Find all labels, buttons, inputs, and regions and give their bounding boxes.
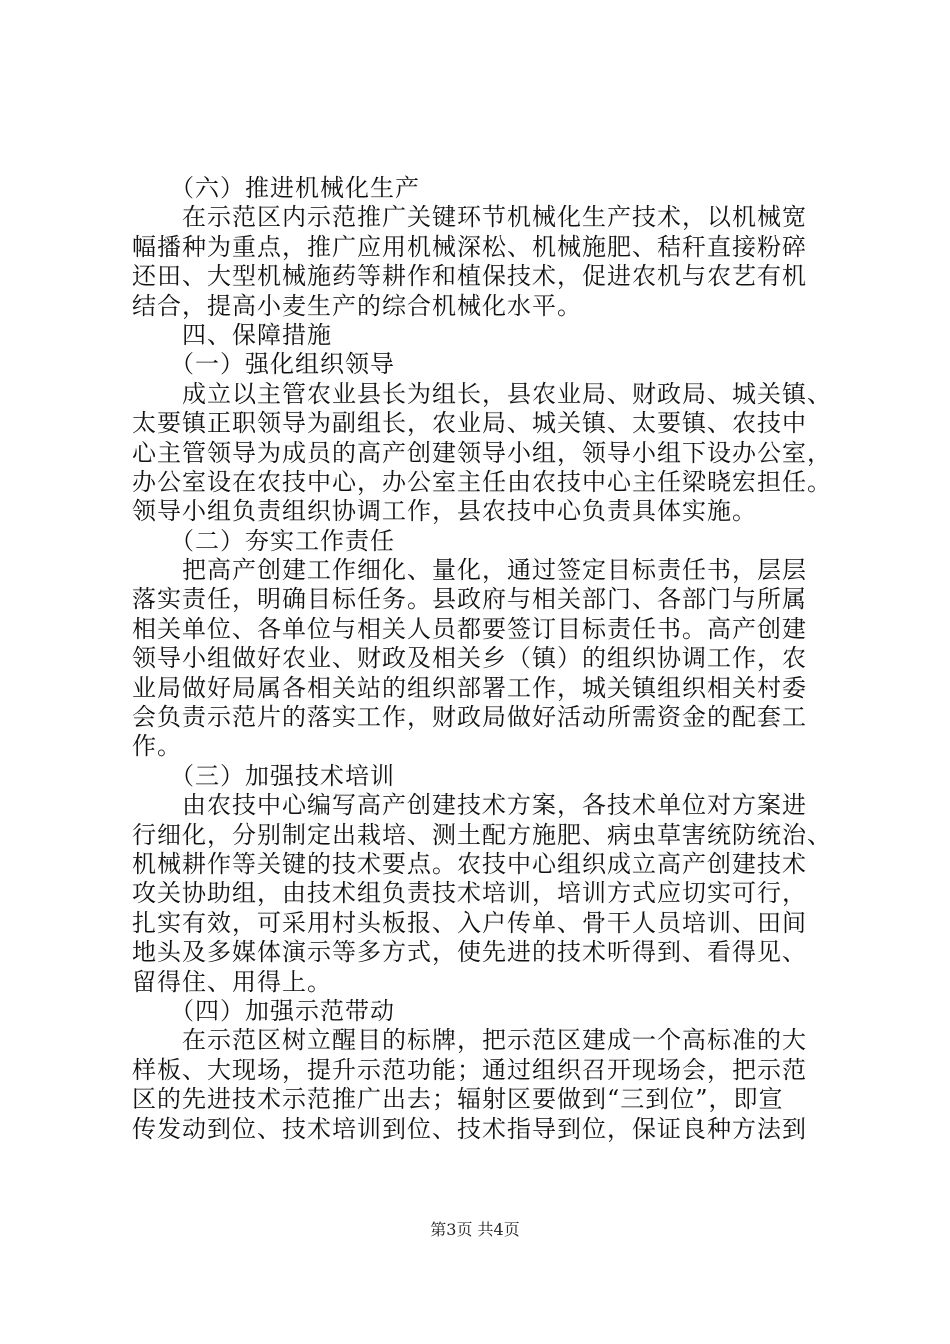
text-line: 攻关协助组，由技术组负责技术培训，培训方式应切实可行， <box>132 879 807 908</box>
text-line: 太要镇正职领导为副组长，农业局、城关镇、太要镇、农技中 <box>132 409 807 438</box>
text-line: 在示范区树立醒目的标牌，把示范区建成一个高标准的大 <box>132 1026 807 1055</box>
text-line: 机械耕作等关键的技术要点。农技中心组织成立高产创建技术 <box>132 849 807 878</box>
page-footer: 第3页 共4页 <box>430 1220 520 1239</box>
text-line: 领导小组负责组织协调工作，县农技中心负责具体实施。 <box>132 497 757 526</box>
text-line: 办公室设在农技中心，办公室主任由农技中心主任梁晓宏担任。 <box>132 467 832 496</box>
text-line: 四、保障措施 <box>132 320 332 349</box>
text-line: 地头及多媒体演示等多方式，使先进的技术听得到、看得见、 <box>132 938 807 967</box>
text-line: 由农技中心编写高产创建技术方案，各技术单位对方案进 <box>132 791 807 820</box>
text-line: 行细化，分别制定出栽培、测土配方施肥、病虫草害统防统治、 <box>132 820 832 849</box>
text-line: 成立以主管农业县长为组长，县农业局、财政局、城关镇、 <box>132 379 832 408</box>
text-line: 传发动到位、技术培训到位、技术指导到位，保证良种方法到 <box>132 1114 807 1143</box>
text-line: 会负责示范片的落实工作，财政局做好活动所需资金的配套工 <box>132 703 807 732</box>
text-line: 落实责任，明确目标任务。县政府与相关部门、各部门与所属 <box>132 585 807 614</box>
text-line: （三）加强技术培训 <box>132 761 395 790</box>
text-line: 还田、大型机械施药等耕作和植保技术，促进农机与农艺有机 <box>132 262 807 291</box>
text-line: 心主管领导为成员的高产创建领导小组，领导小组下设办公室， <box>132 438 832 467</box>
text-line: 幅播种为重点，推广应用机械深松、机械施肥、秸秆直接粉碎 <box>132 232 807 261</box>
text-line: 相关单位、各单位与相关人员都要签订目标责任书。高产创建 <box>132 614 807 643</box>
text-line: 把高产创建工作细化、量化，通过签定目标责任书，层层 <box>132 556 807 585</box>
text-line: （一）强化组织领导 <box>132 350 395 379</box>
text-line: 领导小组做好农业、财政及相关乡（镇）的组织协调工作，农 <box>132 644 807 673</box>
text-line: （二）夯实工作责任 <box>132 526 395 555</box>
text-line: 在示范区内示范推广关键环节机械化生产技术，以机械宽 <box>132 203 807 232</box>
text-line: 区的先进技术示范推广出去；辐射区要做到“三到位”，即宣 <box>132 1085 784 1114</box>
text-line: 扎实有效，可采用村头板报、入户传单、骨干人员培训、田间 <box>132 908 807 937</box>
text-line: 结合，提高小麦生产的综合机械化水平。 <box>132 291 582 320</box>
text-line: （六）推进机械化生产 <box>132 174 420 202</box>
text-line: 作。 <box>132 732 182 761</box>
text-line: （四）加强示范带动 <box>132 996 395 1025</box>
document-body <box>132 174 832 1144</box>
text-line: 留得住、用得上。 <box>132 967 332 996</box>
text-line: 业局做好局属各相关站的组织部署工作，城关镇组织相关村委 <box>132 673 807 702</box>
text-line: 样板、大现场，提升示范功能；通过组织召开现场会，把示范 <box>132 1055 807 1084</box>
